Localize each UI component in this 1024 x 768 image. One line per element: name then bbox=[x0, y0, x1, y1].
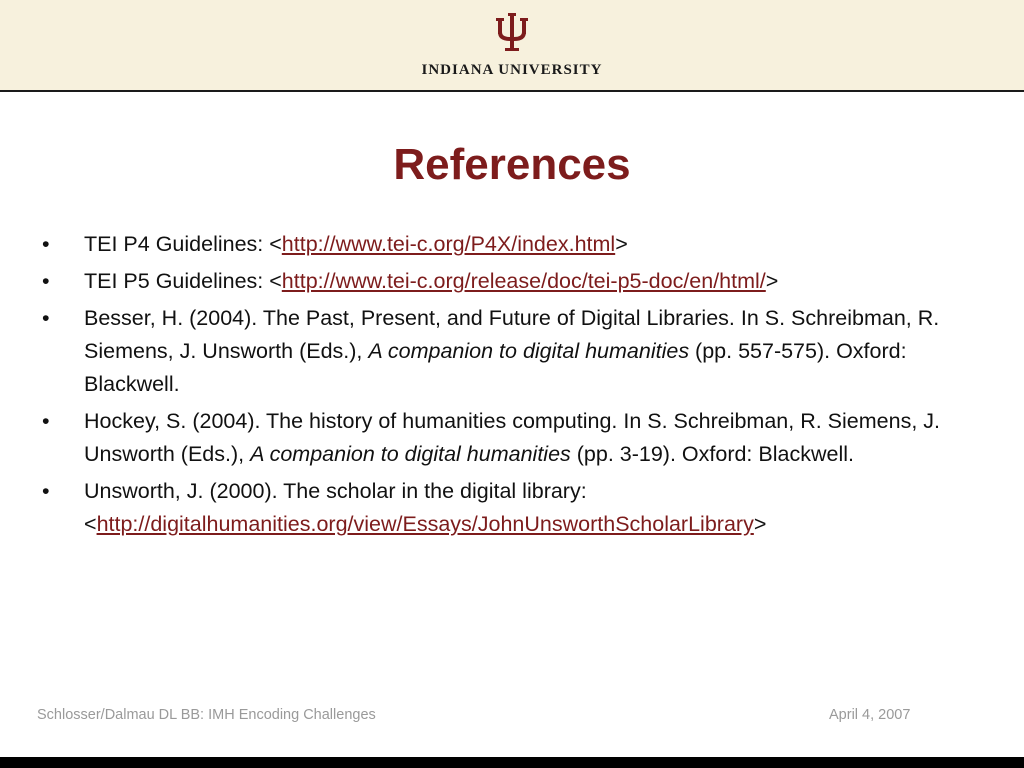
slide-title: References bbox=[393, 140, 631, 189]
trident-icon bbox=[495, 12, 529, 52]
bullet-glyph: • bbox=[42, 269, 50, 293]
bullet-glyph: • bbox=[42, 479, 50, 503]
bullet-glyph: • bbox=[42, 409, 50, 433]
reference-text: Unsworth, J. (2000). The scholar in the digital library: < bbox=[84, 479, 587, 536]
university-logo-text: INDIANA UNIVERSITY bbox=[421, 62, 603, 78]
reference-link[interactable]: http://www.tei-c.org/release/doc/tei-p5-doc/en/html/ bbox=[281, 269, 766, 293]
reference-text: > bbox=[615, 232, 628, 256]
reference-item-tei-p5 bbox=[40, 265, 940, 298]
bottom-bar bbox=[0, 757, 1024, 768]
reference-text: (pp. 3-19). Oxford: Blackwell. bbox=[570, 442, 854, 466]
reference-text: TEI P5 Guidelines: < bbox=[84, 269, 282, 293]
reference-text: > bbox=[753, 512, 767, 536]
footer-date: April 4, 2007 bbox=[829, 707, 911, 723]
reference-text: > bbox=[765, 269, 779, 293]
reference-item-tei-p4 bbox=[40, 228, 940, 261]
bullet-glyph: • bbox=[42, 306, 50, 330]
bullet-glyph: • bbox=[42, 232, 50, 256]
reference-text: Hockey, S. (2004). The history of humanities computing. In S. Schreibman, R. Siemens, J. Unsworth (Eds.), bbox=[84, 409, 941, 466]
footer-presentation-title: Schlosser/Dalmau DL BB: IMH Encoding Challenges bbox=[37, 707, 376, 723]
reference-item-besser bbox=[40, 302, 940, 401]
reference-text: TEI P4 Guidelines: < bbox=[84, 232, 282, 256]
reference-link[interactable]: http://www.tei-c.org/P4X/index.html bbox=[281, 232, 616, 256]
reference-book-title: A companion to digital humanities bbox=[368, 339, 690, 363]
reference-item-unsworth bbox=[40, 475, 940, 541]
university-header-band bbox=[0, 0, 1024, 92]
reference-item-hockey bbox=[40, 405, 940, 471]
reference-text: Besser, H. (2004). The Past, Present, and Future of Digital Libraries. In S. Schreibman, R. Siemens, J. Unsworth (Eds.), bbox=[84, 306, 940, 363]
reference-text: (pp. 557-575). Oxford: Blackwell. bbox=[84, 339, 907, 396]
reference-link[interactable]: http://digitalhumanities.org/view/Essays/JohnUnsworthScholarLibrary bbox=[96, 512, 754, 536]
references-list bbox=[40, 228, 940, 545]
reference-book-title: A companion to digital humanities bbox=[250, 442, 571, 466]
